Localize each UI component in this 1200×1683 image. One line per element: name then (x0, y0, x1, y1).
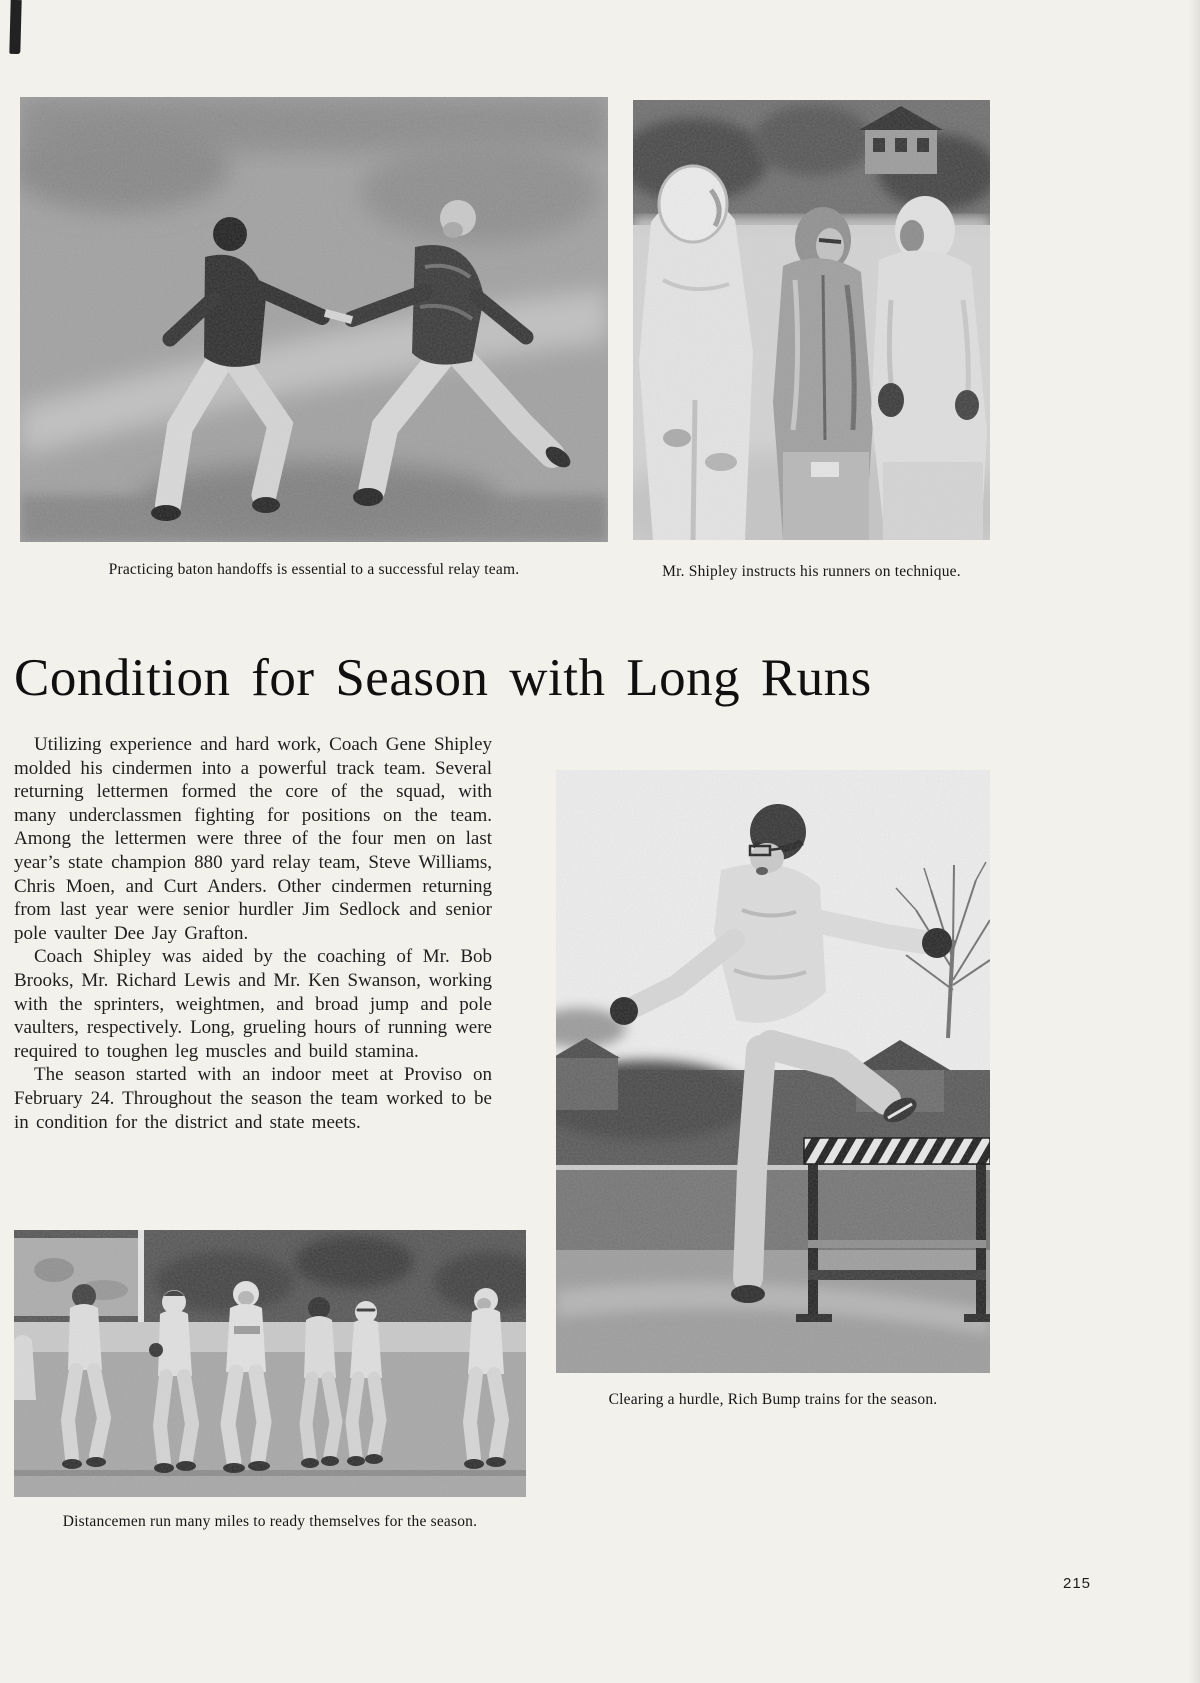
scan-edge-shadow (1188, 0, 1200, 1683)
photo-baton-handoff (20, 97, 608, 542)
photo-caption-baton: Practicing baton handoffs is essential to a successful relay team. (108, 561, 520, 578)
photo-shipley-instructs (633, 100, 990, 540)
article-paragraph: The season started with an indoor meet at Proviso on February 24. Throughout the season the team worked to be in condition for the district and state meets. (14, 1064, 492, 1133)
photo-distancemen (14, 1230, 526, 1497)
article-body (14, 733, 492, 1134)
page-number: 215 (1063, 1575, 1092, 1592)
article-paragraph: Coach Shipley was aided by the coaching of Mr. Bob Brooks, Mr. Richard Lewis and Mr. Ken Swanson, working with the sprinters, weightmen, and broad jump and pole vaulters, respectively. Long, grueling hours of running were required to toughen leg muscles and build stamina. (14, 946, 492, 1062)
article-paragraph: Utilizing experience and hard work, Coach Gene Shipley molded his cindermen into a powerful track team. Several returning lettermen formed the core of the squad, with many underclassmen fighting for positions on the team. Among the lettermen were three of the four men on last year’s state champion 880 yard relay team, Steve Williams, Chris Moen, and Curt Anders. Other cindermen returning from last year were senior hurdler Jim Sedlock and senior pole vaulter Dee Jay Grafton. (14, 734, 492, 944)
headline: Condition for Season with Long Runs (14, 649, 872, 707)
scan-artifact-mark (9, 0, 21, 54)
photo-caption-hurdle: Clearing a hurdle, Rich Bump trains for the season. (608, 1391, 938, 1408)
photo-caption-distancemen: Distancemen run many miles to ready themselves for the season. (62, 1513, 478, 1530)
photo-hurdle-training (556, 770, 990, 1373)
photo-caption-shipley: Mr. Shipley instructs his runners on technique. (662, 563, 961, 580)
